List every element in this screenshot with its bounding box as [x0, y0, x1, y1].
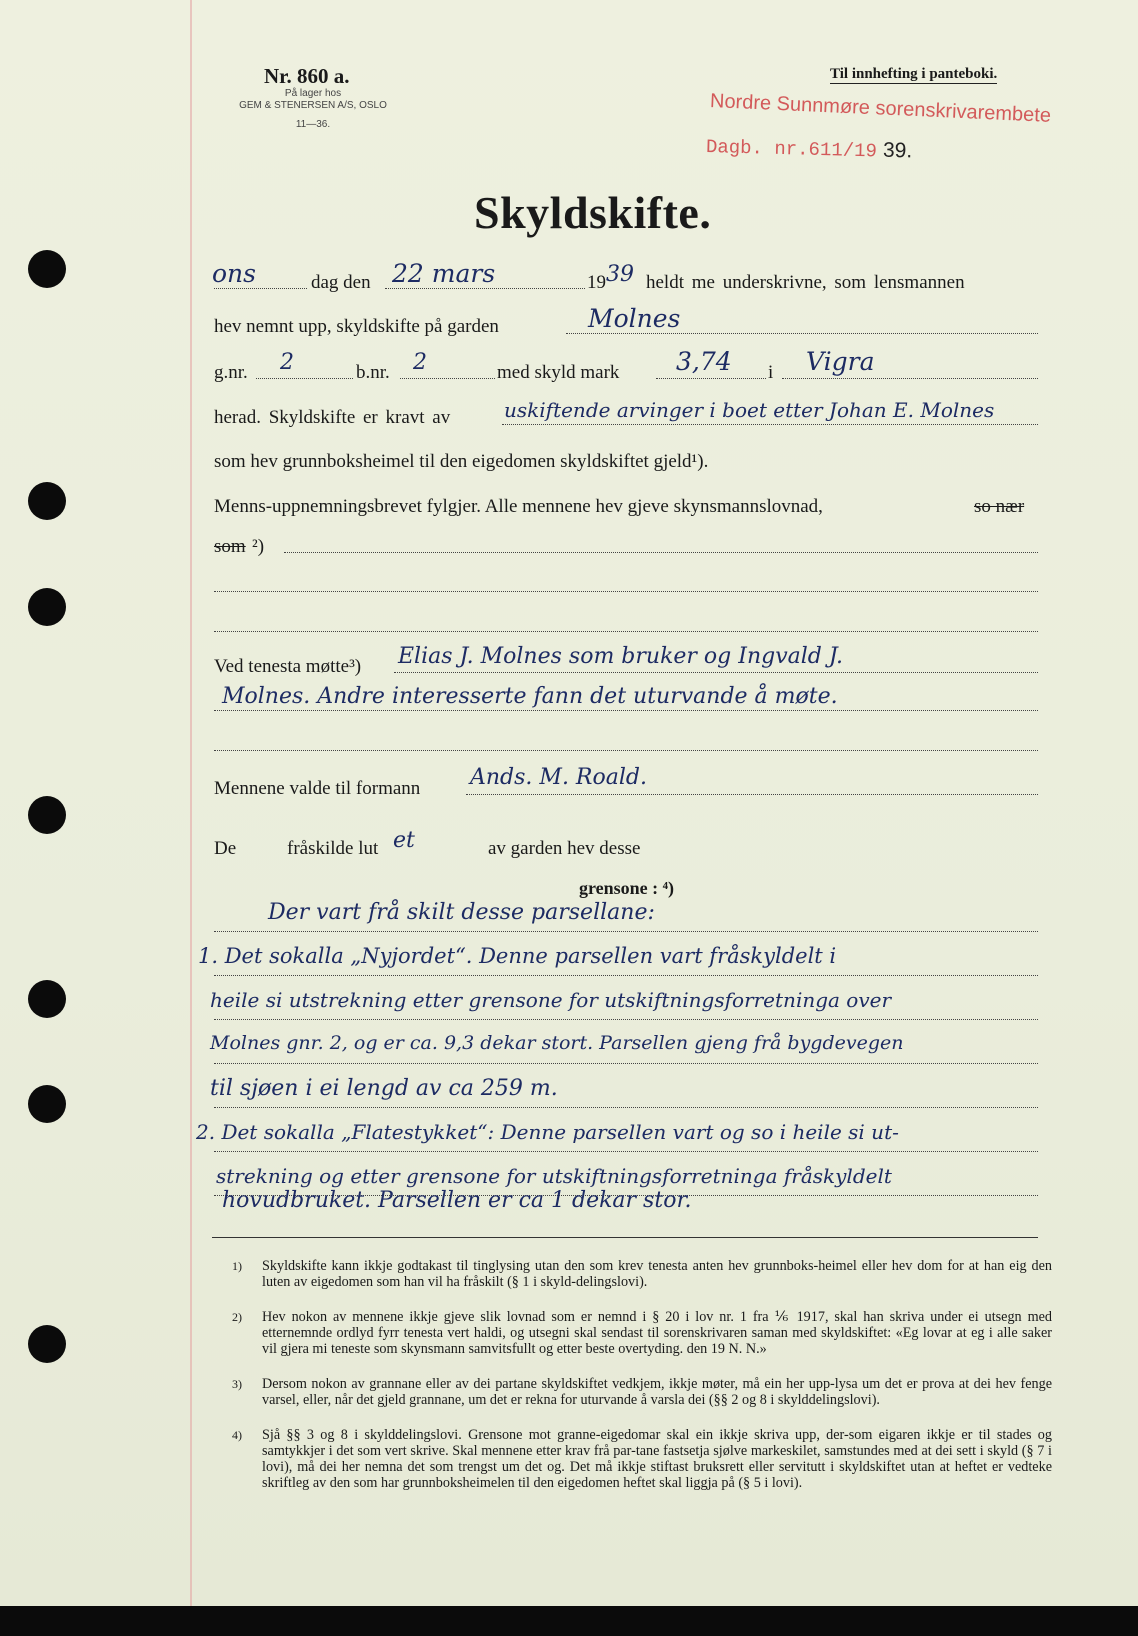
- fill-line: [214, 750, 1038, 751]
- footnote-ref: ²): [252, 536, 265, 557]
- handwritten-line: Der vart frå skilt desse parsellane:: [268, 900, 655, 925]
- mote-value-1: Elias J. Molnes som bruker og Ingvald J.: [398, 644, 843, 669]
- footnote-number: 4): [232, 1428, 242, 1442]
- handwritten-line: strekning og etter grensone for utskiftningsforretninga fråskyldelt: [216, 1164, 892, 1188]
- mote-value-2: Molnes. Andre interesserte fann det uturvande å møte.: [222, 684, 838, 709]
- punch-hole: [28, 980, 66, 1018]
- handwritten-line: til sjøen i ei lengd av ca 259 m.: [210, 1076, 558, 1101]
- dagb-prefix: Dagb. nr.: [705, 136, 809, 161]
- fraskilde-label: fråskilde lut: [287, 838, 379, 859]
- day-label: dag den: [311, 272, 371, 293]
- year-prefix: 19: [587, 272, 606, 293]
- fill-line: [214, 1063, 1038, 1064]
- fill-line: [214, 1151, 1038, 1152]
- lut-suffix: et: [393, 828, 415, 853]
- punch-hole: [28, 1085, 66, 1123]
- fill-line: [566, 333, 1038, 334]
- punch-hole: [28, 796, 66, 834]
- fill-line: [502, 424, 1038, 425]
- punch-hole: [28, 250, 66, 288]
- office-stamp: Nordre Sunnmøre sorenskrivarembete: [709, 90, 1052, 127]
- margin-line: [190, 0, 192, 1606]
- document-title: Skyldskifte.: [474, 187, 712, 238]
- publisher-line: På lager hos: [284, 88, 342, 99]
- dagbok-stamp: [706, 134, 913, 163]
- handwritten-line: hovudbruket. Parsellen er ca 1 dekar stor.: [222, 1188, 692, 1213]
- gnr-label: g.nr.: [214, 362, 248, 383]
- struck-text: so nær: [974, 496, 1025, 517]
- fill-line: [400, 378, 495, 379]
- skyld-label: med skyld mark: [497, 362, 620, 383]
- publisher-date: 11—36.: [295, 119, 331, 130]
- i-label: i: [768, 362, 774, 383]
- grunnbok-text: som hev grunnboksheimel til den eigedomen skyldskiftet gjeld¹).: [214, 451, 709, 472]
- farm-value: Molnes: [588, 304, 681, 333]
- krav-label: herad. Skyldskifte er kravt av: [214, 407, 451, 428]
- bnr-value: 2: [413, 350, 427, 375]
- binding-note: Til innhefting i panteboki.: [830, 66, 998, 82]
- dagb-year: 39.: [882, 138, 913, 163]
- footnote-rule: [212, 1237, 1038, 1238]
- fill-line: [284, 552, 1038, 553]
- punch-hole: [28, 1325, 66, 1363]
- footnote-number: 2): [232, 1310, 242, 1324]
- farm-lead: hev nemnt upp, skyldskifte på garden: [214, 316, 499, 337]
- formann-label: Mennene valde til formann: [214, 778, 421, 799]
- footnote-text: Skyldskifte kann ikkje godtakast til tinglysing utan den som krev tenesta anten hev grunnboks-heimel eller hev dom for at han eig den luten av eigedomen som han vil ha fråskilt (§ 1 i skyld-delingslovi).: [262, 1258, 1052, 1290]
- fill-line: [782, 378, 1038, 379]
- fill-line: [214, 931, 1038, 932]
- herad-value: Vigra: [806, 347, 875, 376]
- fill-line: [656, 378, 766, 379]
- bnr-label: b.nr.: [356, 362, 390, 383]
- fill-line: [385, 288, 585, 289]
- punch-hole: [28, 588, 66, 626]
- grensone-label: grensone : ⁴): [579, 878, 675, 898]
- held-text: heldt me underskrivne, som lensmannen: [646, 272, 965, 293]
- dagb-number: 611: [808, 138, 844, 162]
- struck-text: som: [214, 536, 246, 557]
- mote-label: Ved tenesta møtte³): [214, 656, 362, 677]
- skyld-value: 3,74: [676, 347, 732, 376]
- publisher-line: GEM & STENERSEN A/S, OSLO: [239, 100, 387, 111]
- handwritten-line: heile si utstrekning etter grensone for utskiftningsforretninga over: [210, 988, 892, 1012]
- de-label: De: [214, 838, 237, 859]
- handwritten-line: 1. Det sokalla „Nyjordet“. Denne parsellen vart fråskyldelt i: [198, 944, 837, 968]
- fill-line: [466, 794, 1038, 795]
- footnote-text: Hev nokon av mennene ikkje gjeve slik lovnad som er nemnd i § 20 i lov nr. 1 fra ⅙ 1917, skal han skriva under ei utsegn med etternemnde ordlyd fyrr tenesta vert haldi, og utsegni skal sendast til sorenskrivaren saman med skyldskiftet: «Eg lovar at eg i alle saker vil gjera mi teneste som skynsmann samvitsfullt og etter beste overtyding. den 19 N. N.»: [262, 1309, 1052, 1357]
- handwritten-line: 2. Det sokalla „Flatestykket“: Denne parsellen vart og so i heile si ut-: [196, 1120, 899, 1144]
- footnote-text: Sjå §§ 3 og 8 i skylddelingslovi. Grensone mot granne-eigedomar skal ein ikkje skriva upp, der-som eigaren ikkje er til stades og samtykkjer i det som vert skrive. Skal mennene etter krav frå par-tane fastsetja sjølve markeskilet, samstundes med at dei sett i skyld (§ 7 i lovi), må dei her nemna det som trengst um det og. Det må ikkje stiftast bruksrett eller servitutt i skyldskiftet utan at heftet er vedteke skriftleg av den som har grunnboksheimelen til den eigedomen heftet skal liggja på (§ 5 i lovi).: [262, 1427, 1052, 1491]
- fill-line: [214, 288, 307, 289]
- footnote-text: Dersom nokon av grannane eller av dei partane skyldskiftet vedkjem, ikkje møter, må ein her upp-lysa um det er prova at dei hev fenge varsel, eller, når det gjeld grannane, um det er rekna for uturvande å varsla dei (§§ 2 og 8 i skylddelingslovi).: [262, 1376, 1052, 1408]
- krav-value: uskiftende arvinger i boet etter Johan E. Molnes: [504, 398, 995, 422]
- fill-line: [214, 631, 1038, 632]
- year-value: 39: [606, 262, 634, 287]
- dagb-mid: /19: [842, 139, 878, 163]
- fill-line: [214, 1107, 1038, 1108]
- fill-line: [394, 672, 1038, 673]
- gnr-value: 2: [280, 350, 294, 375]
- day-value: ons: [212, 259, 256, 288]
- menns-text: Menns-uppnemningsbrevet fylgjer. Alle mennene hev gjeve skynsmannslovnad,: [214, 496, 823, 517]
- fill-line: [214, 1019, 1038, 1020]
- av-garden-label: av garden hev desse: [488, 838, 641, 859]
- handwritten-line: Molnes gnr. 2, og er ca. 9,3 dekar stort. Parsellen gjeng frå bygdevegen: [210, 1032, 904, 1054]
- date-value: 22 mars: [392, 259, 496, 288]
- footnote-number: 3): [232, 1377, 242, 1391]
- fill-line: [214, 975, 1038, 976]
- footnote-number: 1): [232, 1259, 242, 1273]
- fill-line: [214, 591, 1038, 592]
- form-number: Nr. 860 a.: [264, 64, 350, 88]
- formann-value: Ands. M. Roald.: [470, 765, 647, 790]
- fill-line: [214, 710, 1038, 711]
- punch-hole: [28, 482, 66, 520]
- fill-line: [256, 378, 353, 379]
